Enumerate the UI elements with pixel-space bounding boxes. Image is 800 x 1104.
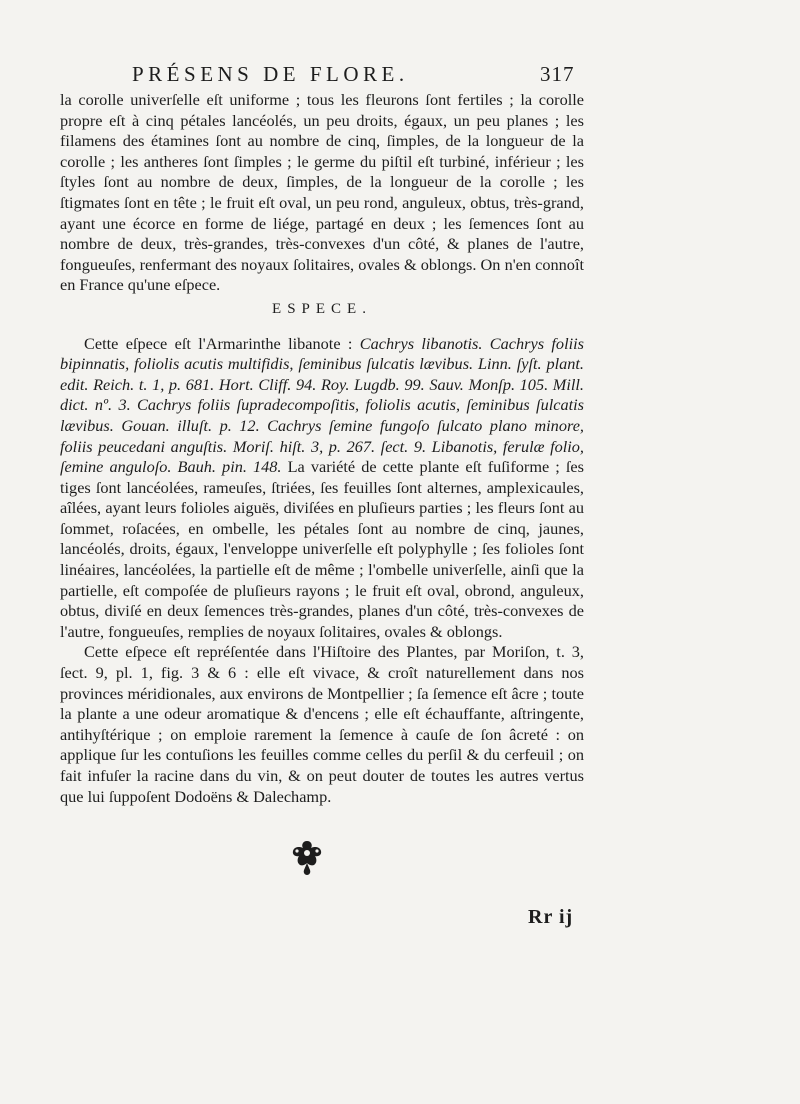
description-paragraph: la corolle univerſelle eſt uniforme ; tous les fleurons ſont fertiles ; la corolle propre eſt à cinq pétales lancéolés, un peu droits, égaux, un peu planes ; les filamens des étamines ſont au nombre de cinq, ſimples, de la longueur de la corolle ; les antheres ſont ſimples ; le germe du piſtil eſt turbiné, inférieur ; les ſtyles ſont au nombre de deux, ſimples, de la longueur de la corolle ; les ſtigmates ſont en tête ; le fruit eſt oval, un peu rond, anguleux, obtus, très-grand, ayant une écorce en forme de liége, partagé en deux ; les ſemences ſont au nombre de deux, très-grandes, très-convexes d'un côté, & planes de l'autre, fongueuſes, renfermant des noyaux ſolitaires, ovales & oblongs. On n'en connoît en France qu'une eſpece.	[60, 90, 584, 295]
page-number: 317	[540, 62, 575, 86]
signature-mark: Rr ij	[528, 906, 574, 928]
species-description: La variété de cette plante eſt fuſiforme ; ſes tiges ſont lancéolées, rameuſes, ſtriées, ſes feuilles ſont alternes, amplexicaules, aîlées, ayant leurs folioles aiguës, diviſées en pluſieurs parties ; les fleurs ſont au ſommet, roſacées, en ombelle, les pétales ſont au nombre de cinq, jaunes, lancéolés, droits, égaux, l'enveloppe univerſelle eſt polyphylle ; ſes folioles ſont linéaires, lancéolées, la partielle eſt de même ; l'ombelle univerſelle, ainſi que la partielle, eſt compoſée de pluſieurs rayons ; le fruit eſt oval, obrond, anguleux, obtus, diviſé en deux ſemences très-grandes, planes d'un côté, très-convexes de l'autre, fongueuſes, remplies de noyaux ſolitaires, ovales & oblongs.	[60, 457, 584, 641]
running-head-title: PRÉSENS DE FLORE.	[132, 62, 409, 86]
running-head	[0, 60, 800, 90]
body-text	[60, 90, 584, 807]
fleuron-ornament-icon	[284, 838, 330, 878]
species-paragraph	[60, 334, 584, 643]
latin-synonyms: Cachrys libanotis. Cachrys foliis bipinnatis, foliolis acutis multifidis, ſeminibus ſulcatis lævibus. Linn. ſyſt. plant. edit. Reich. t. 1, p. 681. Hort. Cliff. 94. Roy. Lugdb. 99. Sauv. Monſp. 105. Mill. dict. nº. 3. Cachrys foliis ſupradecompoſitis, foliolis acutis, ſeminibus ſulcatis lævibus. Gouan. illuſt. p. 12. Cachrys ſemine fungoſo ſulcato plano minore, foliis peucedani anguſtis. Moriſ. hiſt. 3, p. 267. ſect. 9. Libanotis, ferulæ folio, ſemine anguloſo. Bauh. pin. 148.	[60, 333, 584, 477]
species-intro: Cette eſpece eſt l'Armarinthe libanote :	[84, 333, 360, 353]
species-heading: ESPECE.	[272, 300, 372, 317]
morison-paragraph: Cette eſpece eſt repréſentée dans l'Hiſtoire des Plantes, par Moriſon, t. 3, ſect. 9, pl. 1, fig. 3 & 6 : elle eſt vivace, & croît naturellement dans nos provinces méridionales, aux environs de Montpellier ; ſa ſemence eſt âcre ; toute la plante a une odeur aromatique & d'encens ; elle eſt échauffante, aſtringente, antihyſtérique ; on emploie rarement la ſemence à cauſe de ſon âcreté : on applique ſur les contuſions les feuilles comme celles du perſil & du cerfeuil ; on fait infuſer la racine dans du vin, & on peut douter de toutes les autres vertus que lui ſuppoſent Dodoëns & Dalechamp.	[60, 642, 584, 806]
